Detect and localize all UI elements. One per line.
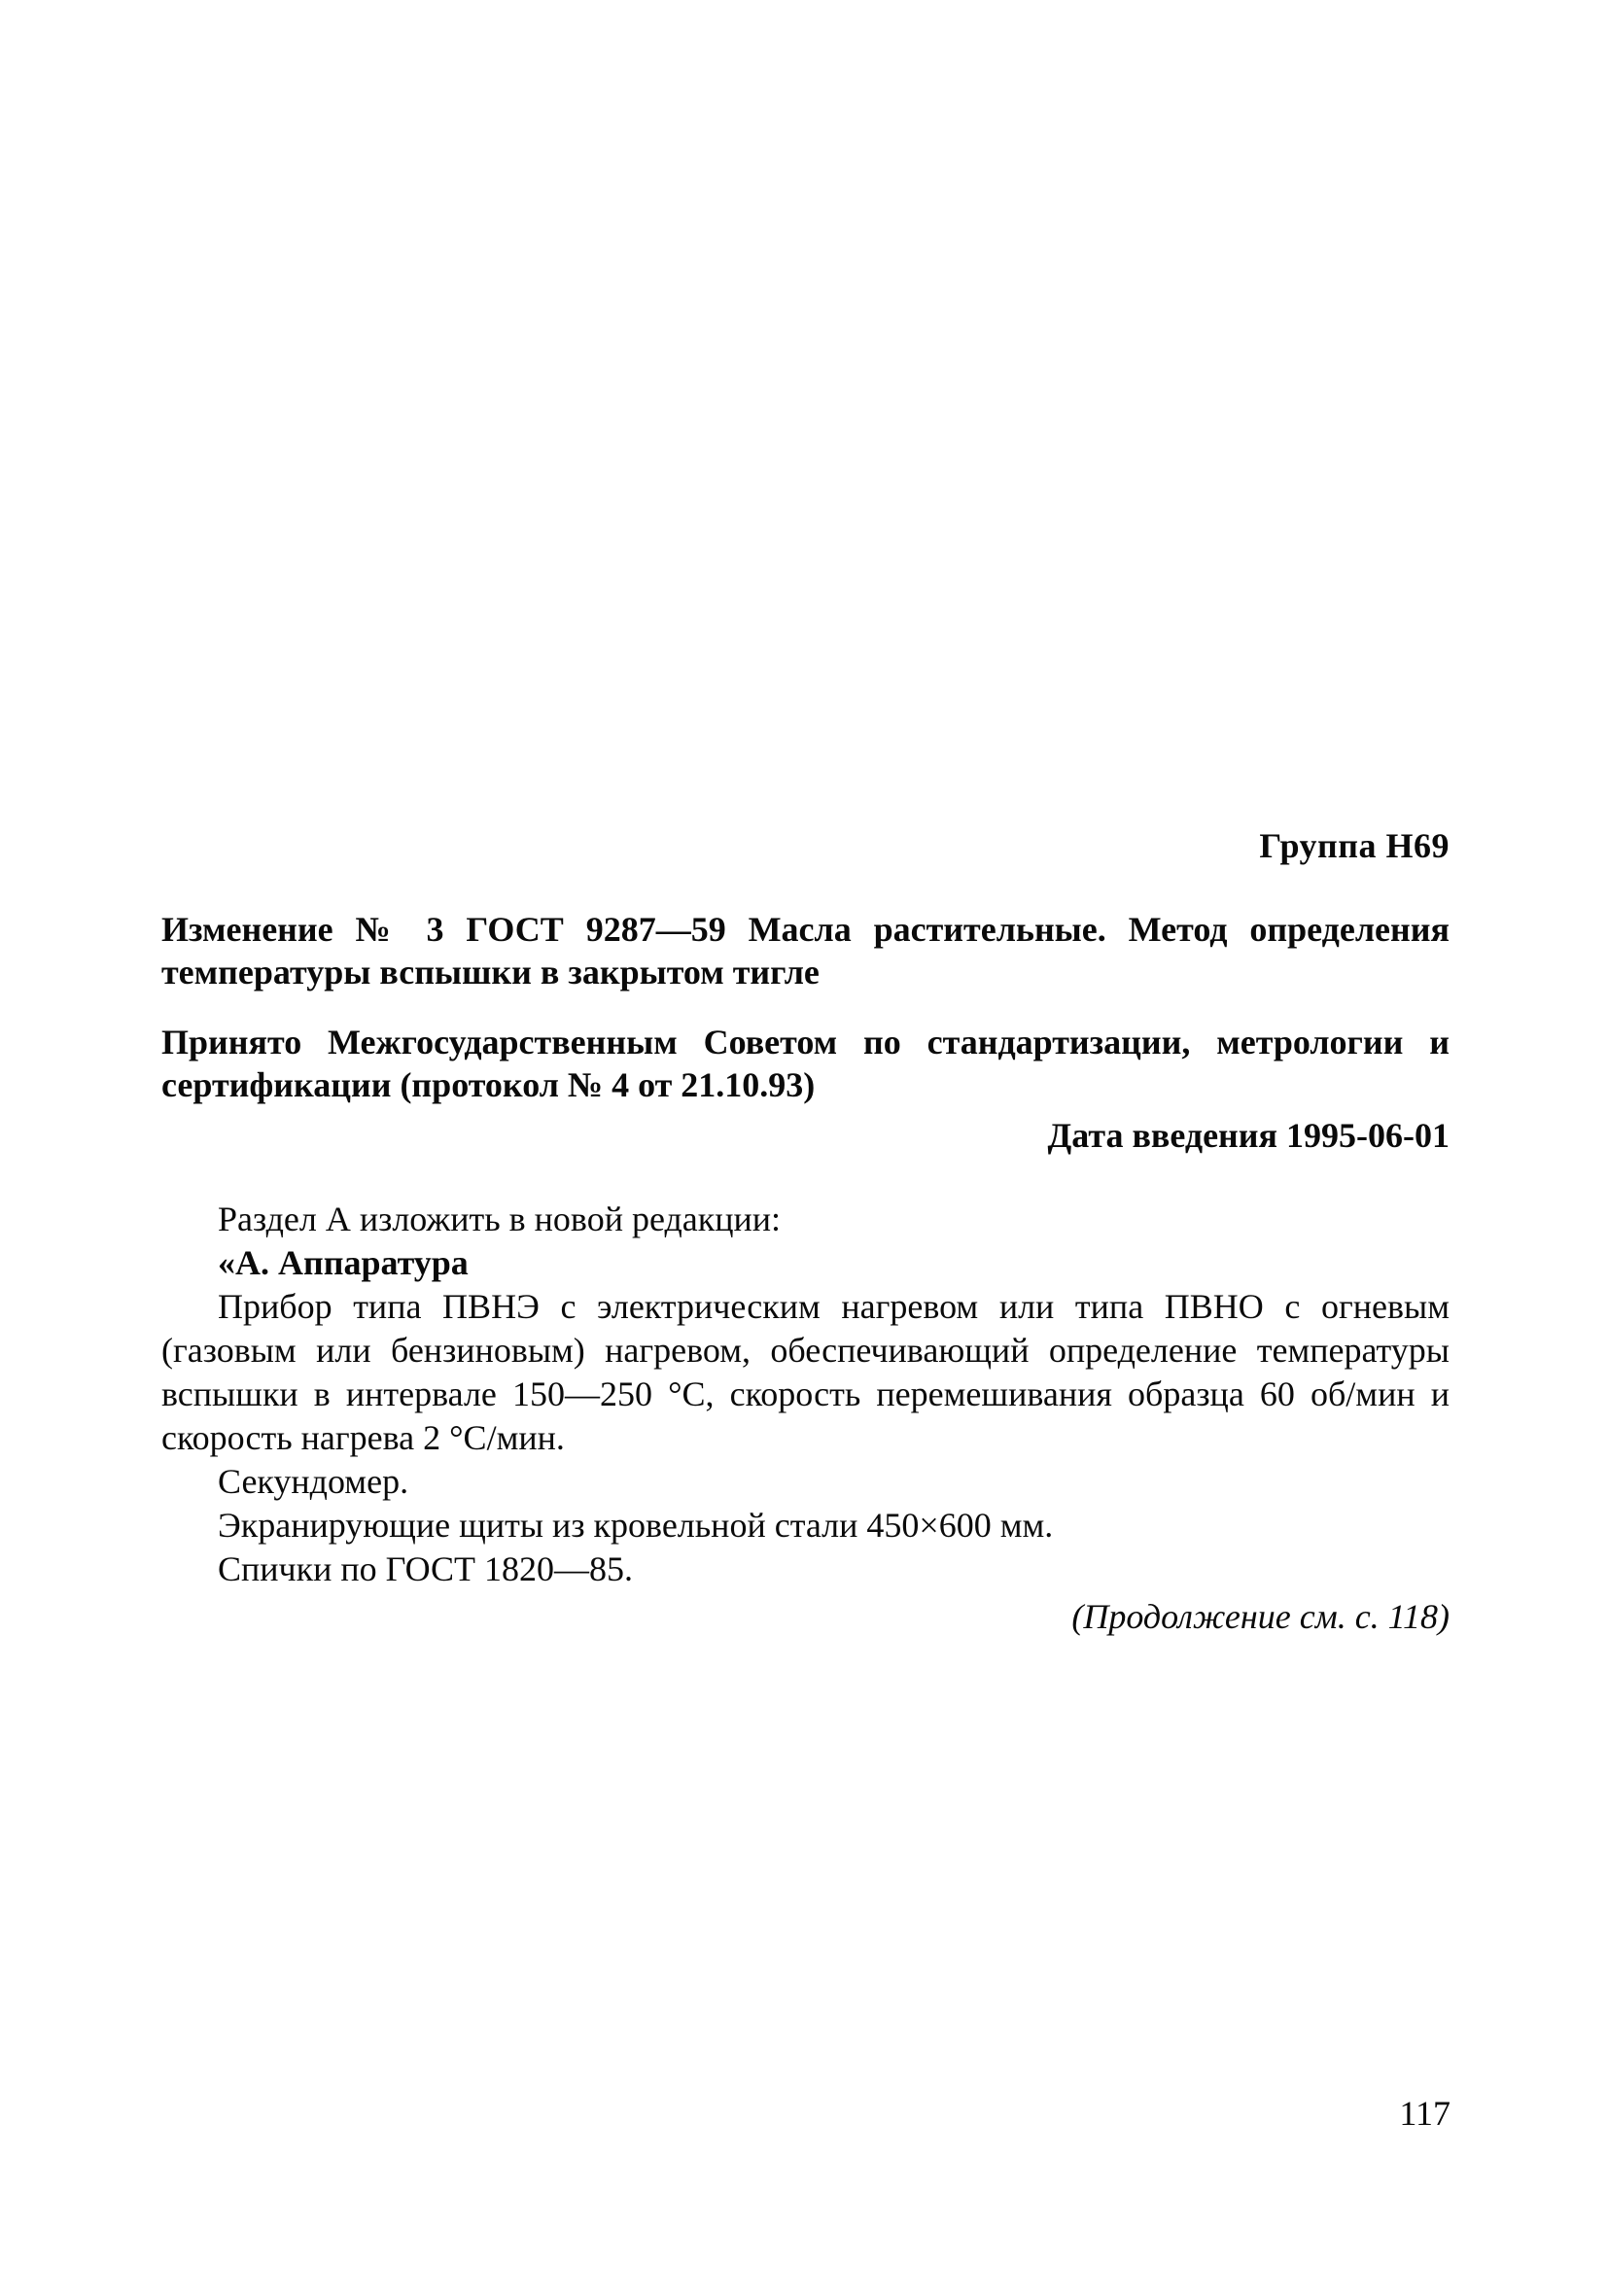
paragraph-matches: Спички по ГОСТ 1820—85. bbox=[218, 1549, 634, 1588]
amendment-title: Изменение № 3 ГОСТ 9287—59 Масла растительные. Метод определения температуры вспышки в закрытом тигле bbox=[161, 910, 1450, 991]
amendment-body bbox=[161, 1198, 1450, 1591]
page-number: 117 bbox=[1399, 2094, 1451, 2133]
section-heading: «А. Аппаратура bbox=[218, 1243, 469, 1282]
paragraph-stopwatch: Секундомер. bbox=[218, 1462, 409, 1501]
paragraph-shields: Экранирующие щиты из кровельной стали 450×600 мм. bbox=[218, 1506, 1054, 1545]
paragraph-apparatus: Прибор типа ПВНЭ с электрическим нагревом или типа ПВНО с огневым (газовым или бензиновым) нагревом, обеспечивающий определение температуры вспышки в интервале 150—250 °С, скорость перемешивания образца 60 об/мин и скорость нагрева 2 °С/мин. bbox=[161, 1287, 1450, 1457]
document-content bbox=[161, 824, 1450, 1639]
group-code: Группа Н69 bbox=[1259, 826, 1450, 865]
continuation-note: (Продолжение см. с. 118) bbox=[1071, 1597, 1450, 1636]
section-instruction: Раздел А изложить в новой редакции: bbox=[218, 1200, 782, 1238]
adoption-statement: Принято Межгосударственным Советом по стандартизации, метрологии и сертификации (протокол № 4 от 21.10.93) bbox=[161, 1023, 1450, 1104]
introduction-date: Дата введения 1995-06-01 bbox=[1047, 1116, 1450, 1155]
